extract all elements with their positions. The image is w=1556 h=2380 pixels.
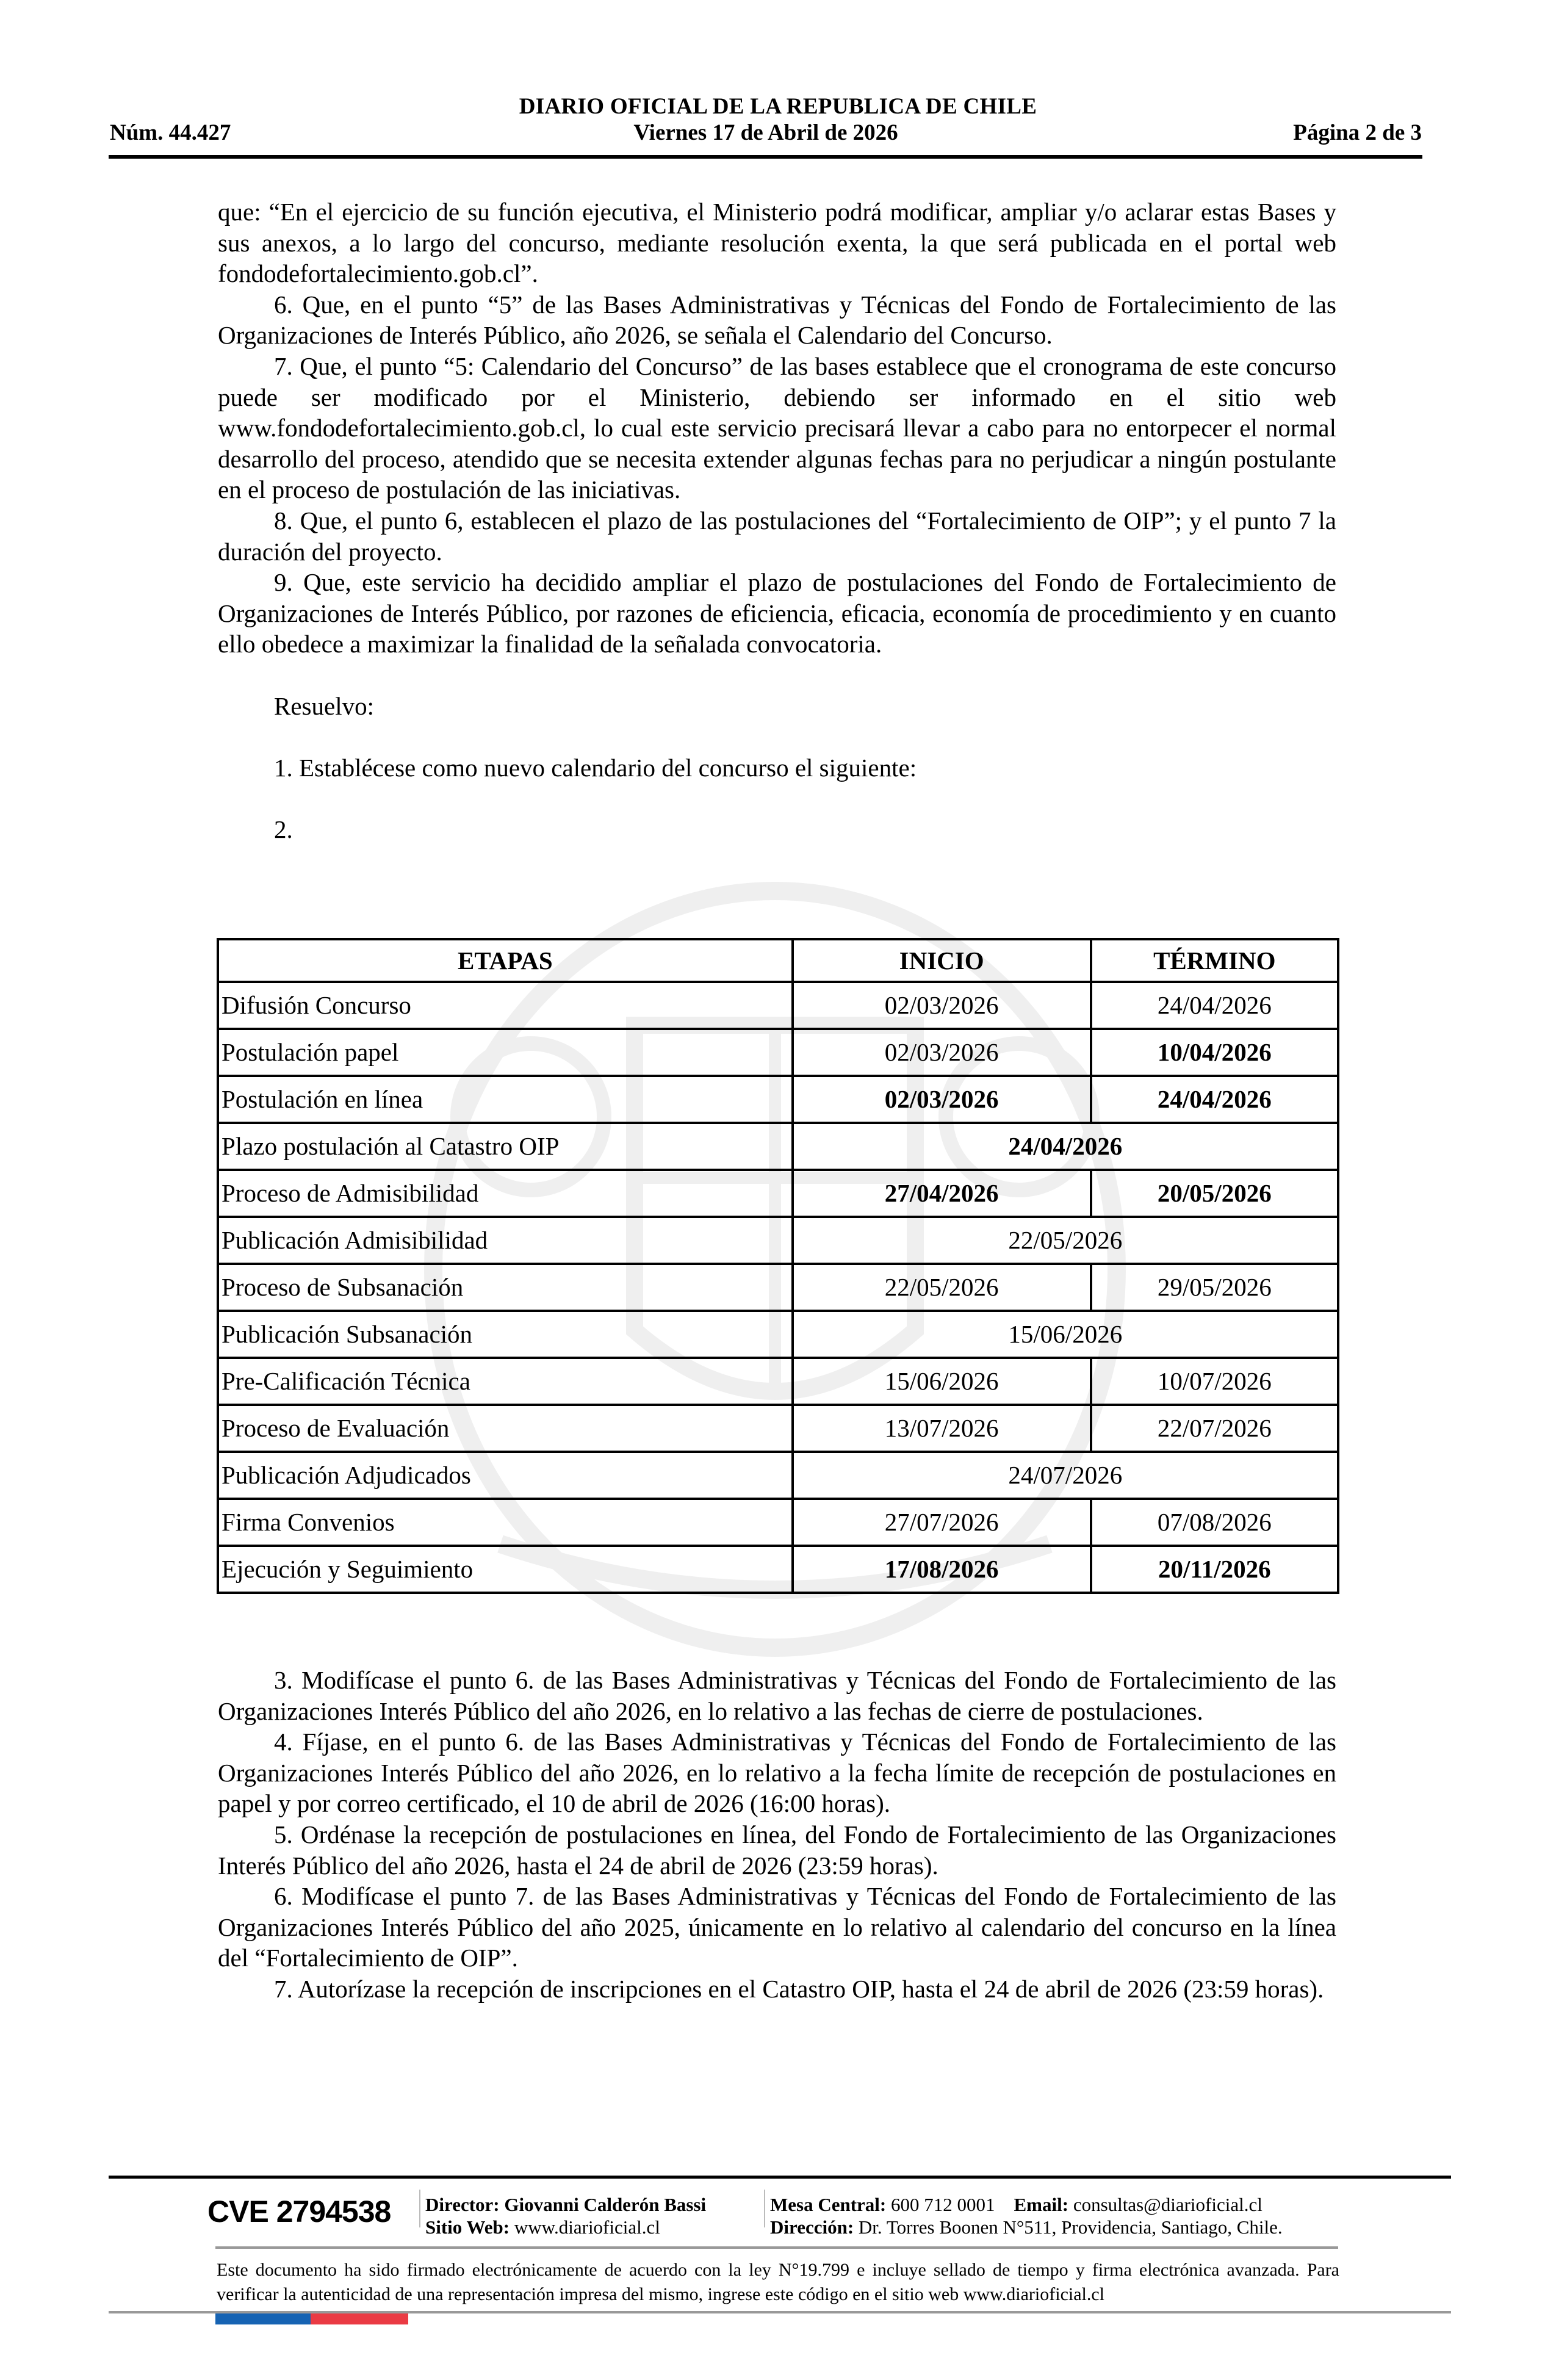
single-date: 15/06/2026 [793, 1311, 1338, 1358]
start-date: 13/07/2026 [793, 1405, 1091, 1452]
table-row [218, 982, 1338, 1029]
issue-number: Núm. 44.427 [110, 120, 231, 145]
chile-flag-red-stripe [311, 2313, 408, 2324]
footer-director-block [425, 2193, 706, 2238]
stage-name: Plazo postulación al Catastro OIP [218, 1123, 793, 1170]
address-value: Dr. Torres Boonen N°511, Providencia, Santiago, Chile. [858, 2216, 1283, 2238]
table-row [218, 1264, 1338, 1311]
website-link[interactable]: www.diarioficial.cl [514, 2216, 660, 2238]
resolution-heading: Resuelvo: [274, 691, 374, 720]
stage-name: Difusión Concurso [218, 982, 793, 1029]
paragraph-quote: que: “En el ejercicio de su función ejecutiva, el Ministerio podrá modificar, ampliar y/o aclarar estas Bases y sus anexos, a lo largo del concurso, mediante resolución exenta, la que será publicada en el portal web fondodefortalecimiento.gob.cl”. [218, 198, 1336, 288]
start-date: 02/03/2026 [793, 982, 1091, 1029]
table-row [218, 1029, 1338, 1076]
director-label: Director: [425, 2194, 500, 2215]
single-date: 22/05/2026 [793, 1217, 1338, 1264]
document-body [218, 197, 1336, 845]
paragraph-6: 6. Que, en el punto “5” de las Bases Administrativas y Técnicas del Fondo de Fortalecimiento de las Organizaciones de Interés Público, año 2026, se señala el Calendario del Concurso. [218, 290, 1336, 350]
end-date: 07/08/2026 [1091, 1499, 1338, 1546]
stage-name: Postulación papel [218, 1029, 793, 1076]
end-date: 22/07/2026 [1091, 1405, 1338, 1452]
end-date: 20/05/2026 [1091, 1170, 1338, 1217]
resolution-item-6: 6. Modifícase el punto 7. de las Bases Administrativas y Técnicas del Fondo de Fortalecimiento de las Organizaciones Interés Público del año 2025, únicamente en lo relativo al calendario del concurso en la línea del “Fortalecimiento de OIP”. [218, 1882, 1336, 1972]
stage-name: Proceso de Admisibilidad [218, 1170, 793, 1217]
cve-code: CVE 2794538 [207, 2194, 391, 2229]
footer-contact-block [770, 2193, 1283, 2238]
table-row [218, 1546, 1338, 1593]
table-row [218, 1311, 1338, 1358]
issue-date: Viernes 17 de Abril de 2026 [633, 120, 898, 145]
stage-name: Publicación Adjudicados [218, 1452, 793, 1499]
single-date: 24/04/2026 [793, 1123, 1338, 1170]
end-date: 10/04/2026 [1091, 1029, 1338, 1076]
stage-name: Pre-Calificación Técnica [218, 1358, 793, 1405]
email-link[interactable]: consultas@diarioficial.cl [1073, 2194, 1262, 2215]
paragraph-9: 9. Que, este servicio ha decidido ampliar el plazo de postulaciones del Fondo de Fortalecimiento de Organizaciones de Interés Público, por razones de eficiencia, eficacia, economía de procedimiento y en cuanto ello obedece a maximizar la finalidad de la señalada convocatoria. [218, 568, 1336, 658]
end-date: 10/07/2026 [1091, 1358, 1338, 1405]
footer-divider-middle [215, 2246, 1338, 2249]
start-date: 27/07/2026 [793, 1499, 1091, 1546]
end-date: 29/05/2026 [1091, 1264, 1338, 1311]
table-row [218, 1499, 1338, 1546]
end-date: 20/11/2026 [1091, 1546, 1338, 1593]
resolution-items [218, 1665, 1336, 2005]
publication-title: DIARIO OFICIAL DE LA REPUBLICA DE CHILE [519, 94, 1037, 119]
stage-name: Ejecución y Seguimiento [218, 1546, 793, 1593]
start-date: 15/06/2026 [793, 1358, 1091, 1405]
chile-flag-blue-stripe [215, 2313, 238, 2324]
table-header-row [218, 939, 1338, 982]
resolution-item-2: 2. [274, 815, 293, 843]
header-divider [109, 155, 1422, 159]
resolution-item-1: 1. Establécese como nuevo calendario del concurso el siguiente: [274, 753, 917, 782]
table-row [218, 1217, 1338, 1264]
resolution-item-7: 7. Autorízase la recepción de inscripciones en el Catastro OIP, hasta el 24 de abril de 2026 (23:59 horas). [274, 1974, 1324, 2003]
start-date: 27/04/2026 [793, 1170, 1091, 1217]
table-row [218, 1358, 1338, 1405]
column-header-inicio: INICIO [793, 939, 1091, 982]
end-date: 24/04/2026 [1091, 1076, 1338, 1123]
table-row [218, 1170, 1338, 1217]
contest-calendar-table [217, 938, 1339, 1594]
phone-label: Mesa Central: [770, 2194, 887, 2215]
stage-name: Publicación Admisibilidad [218, 1217, 793, 1264]
electronic-signature-notice: Este documento ha sido firmado electrónicamente de acuerdo con la ley N°19.799 e incluye sellado de tiempo y firma electrónica avanzada. Para verificar la autenticidad de una representación impresa del mismo, ingrese este código en el sitio web www.diarioficial.cl [217, 2260, 1339, 2304]
resolution-item-3: 3. Modifícase el punto 6. de las Bases Administrativas y Técnicas del Fondo de Fortalecimiento de las Organizaciones Interés Público del año 2026, en lo relativo a las fechas de cierre de postulaciones. [218, 1666, 1336, 1725]
end-date: 24/04/2026 [1091, 982, 1338, 1029]
table-row [218, 1076, 1338, 1123]
table-row [218, 1452, 1338, 1499]
start-date: 22/05/2026 [793, 1264, 1091, 1311]
column-header-termino: TÉRMINO [1091, 939, 1338, 982]
stage-name: Proceso de Evaluación [218, 1405, 793, 1452]
footer-separator [764, 2190, 765, 2227]
footer-divider-top [109, 2176, 1451, 2179]
chile-flag-blue-stripe [238, 2313, 311, 2324]
start-date: 02/03/2026 [793, 1029, 1091, 1076]
resolution-item-5: 5. Ordénase la recepción de postulaciones en línea, del Fondo de Fortalecimiento de las Organizaciones Interés Público del año 2026, hasta el 24 de abril de 2026 (23:59 horas). [218, 1820, 1336, 1880]
start-date: 02/03/2026 [793, 1076, 1091, 1123]
website-label: Sitio Web: [425, 2216, 510, 2238]
column-header-etapas: ETAPAS [218, 939, 793, 982]
stage-name: Postulación en línea [218, 1076, 793, 1123]
paragraph-8: 8. Que, el punto 6, establecen el plazo de las postulaciones del “Fortalecimiento de OIP”; y el punto 7 la duración del proyecto. [218, 506, 1336, 566]
start-date: 17/08/2026 [793, 1546, 1091, 1593]
table-row [218, 1405, 1338, 1452]
resolution-item-4: 4. Fíjase, en el punto 6. de las Bases Administrativas y Técnicas del Fondo de Fortalecimiento de las Organizaciones Interés Público del año 2026, en lo relativo a la fecha límite de recepción de postulaciones en papel y por correo certificado, el 10 de abril de 2026 (16:00 horas). [218, 1728, 1336, 1818]
phone-value: 600 712 0001 [891, 2194, 995, 2215]
page-number: Página 2 de 3 [1293, 120, 1422, 145]
director-name: Giovanni Calderón Bassi [504, 2194, 707, 2215]
footer-separator [419, 2190, 420, 2227]
table-row [218, 1123, 1338, 1170]
stage-name: Firma Convenios [218, 1499, 793, 1546]
single-date: 24/07/2026 [793, 1452, 1338, 1499]
stage-name: Publicación Subsanación [218, 1311, 793, 1358]
paragraph-7: 7. Que, el punto “5: Calendario del Concurso” de las bases establece que el cronograma de este concurso puede ser modificado por el Ministerio, debiendo ser informado en el sitio web www.fondodefortalecimiento.gob.cl, lo cual este servicio precisará llevar a cabo para no entorpecer el normal desarrollo del proceso, atendido que se necesita extender algunas fechas para no perjudicar a ningún postulante en el proceso de postulación de las iniciativas. [218, 352, 1336, 504]
email-label: Email: [1014, 2194, 1069, 2215]
stage-name: Proceso de Subsanación [218, 1264, 793, 1311]
address-label: Dirección: [770, 2216, 854, 2238]
